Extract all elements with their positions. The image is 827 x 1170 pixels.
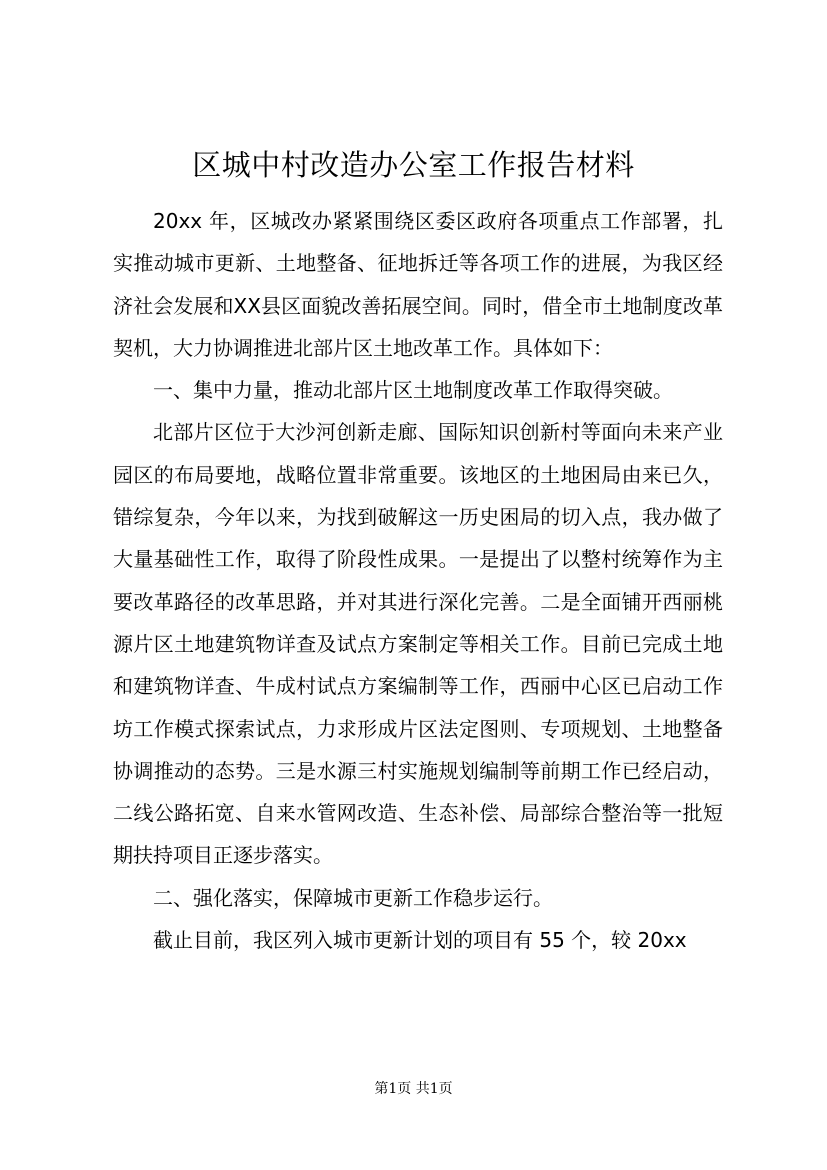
paragraph-intro: 20xx 年，区城改办紧紧围绕区委区政府各项重点工作部署，扎实推动城市更新、土地整备、征地拆迁等各项工作的进展，为我区经济社会发展和XX县区面貌改善拓展空间。同时，借全市土地制度改革契机，大力协调推进北部片区土地改革工作。具体如下：: [113, 209, 723, 360]
page-footer: 第1页 共1页: [374, 1081, 453, 1097]
section-heading-1: 一、集中力量，推动北部片区土地制度改革工作取得突破。: [153, 378, 673, 403]
paragraph-section-1: 北部片区位于大沙河创新走廊、国际知识创新村等面向未来产业园区的布局要地，战略位置非常重要。该地区的土地困局由来已久，错综复杂，今年以来，为找到破解这一历史困局的切入点，我办做了大量基础性工作，取得了阶段性成果。一是提出了以整村统筹作为主要改革路径的改革思路，并对其进行深化完善。二是全面铺开西丽桃源片区土地建筑物详查及试点方案制定等相关工作。目前已完成土地和建筑物详查、牛成村试点方案编制等工作，西丽中心区已启动工作坊工作模式探索试点，力求形成片区法定图则、专项规划、土地整备协调推动的态势。三是水源三村实施规划编制等前期工作已经启动，二线公路拓宽、自来水管网改造、生态补偿、局部综合整治等一批短期扶持项目正逐步落实。: [113, 420, 723, 868]
section-heading-2: 二、强化落实，保障城市更新工作稳步运行。: [153, 885, 553, 910]
document-body: [113, 200, 723, 961]
paragraph-section-2: 截止目前，我区列入城市更新计划的项目有 55 个，较 20xx: [153, 928, 687, 953]
document-title: 区城中村改造办公室工作报告材料: [192, 148, 635, 182]
